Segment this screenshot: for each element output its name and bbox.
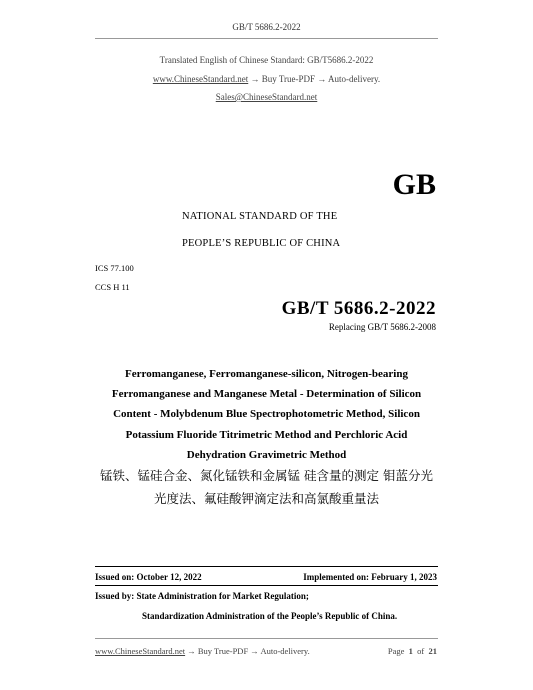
- footer-divider: [95, 638, 438, 639]
- footer-site-link[interactable]: www.ChineseStandard.net: [95, 646, 186, 656]
- english-title-line: Ferromanganese, Ferromanganese-silicon, Nitrogen-bearing: [125, 368, 408, 380]
- standard-number: GB/T 5686.2-2022: [281, 298, 436, 319]
- ccs-code: CCS H 11: [95, 282, 130, 292]
- implemented-on: Implemented on: February 1, 2023: [303, 572, 437, 582]
- footer-promo: [95, 646, 310, 656]
- promo-line-3: [0, 92, 533, 102]
- promo-line-2-text: → Buy True-PDF → Auto-delivery.: [248, 74, 381, 84]
- header-divider: [95, 38, 438, 39]
- site-link[interactable]: www.ChineseStandard.net: [152, 74, 249, 84]
- page-label: Page: [387, 646, 405, 656]
- english-title: [0, 364, 533, 465]
- issued-on: Issued on: October 12, 2022: [95, 572, 202, 582]
- national-standard-line-1: NATIONAL STANDARD OF THE: [182, 211, 338, 222]
- gb-mark: GB: [392, 168, 436, 201]
- page-indicator: [388, 646, 437, 656]
- dates-divider-bottom: [95, 585, 438, 586]
- issued-by-line-2: Standardization Administration of the People’s Republic of China.: [142, 611, 398, 621]
- running-header: GB/T 5686.2-2022: [232, 22, 301, 32]
- issued-by-line-1: Issued by: State Administration for Market Regulation;: [95, 591, 309, 601]
- replacing-note: Replacing GB/T 5686.2-2008: [328, 322, 436, 332]
- footer-promo-text: → Buy True-PDF → Auto-delivery.: [185, 646, 310, 656]
- page-current: 1: [408, 646, 413, 656]
- page-of: of: [417, 646, 425, 656]
- chinese-title: [0, 464, 533, 510]
- national-standard-line-2: PEOPLE’S REPUBLIC OF CHINA: [182, 238, 341, 249]
- promo-line-2: [0, 74, 533, 84]
- page-total: 21: [428, 646, 437, 656]
- email-link[interactable]: Sales@ChineseStandard.net: [215, 92, 318, 102]
- english-title-line: Potassium Fluoride Titrimetric Method and Perchloric Acid: [125, 428, 408, 441]
- chinese-title-line: 锰铁、锰硅合金、氮化锰铁和金属锰 硅含量的测定 钼蓝分光: [100, 468, 433, 483]
- dates-divider: [95, 566, 438, 567]
- english-title-line: Dehydration Gravimetric Method: [186, 448, 347, 461]
- english-title-line: Content - Molybdenum Blue Spectrophotometric Method, Silicon: [113, 408, 420, 421]
- ics-code: ICS 77.100: [95, 263, 134, 273]
- chinese-title-line: 光度法、氟硅酸钾滴定法和高氯酸重量法: [153, 491, 379, 506]
- english-title-line: Ferromanganese and Manganese Metal - Determination of Silicon: [111, 388, 422, 401]
- promo-line-1: Translated English of Chinese Standard: GB/T5686.2-2022: [159, 55, 374, 65]
